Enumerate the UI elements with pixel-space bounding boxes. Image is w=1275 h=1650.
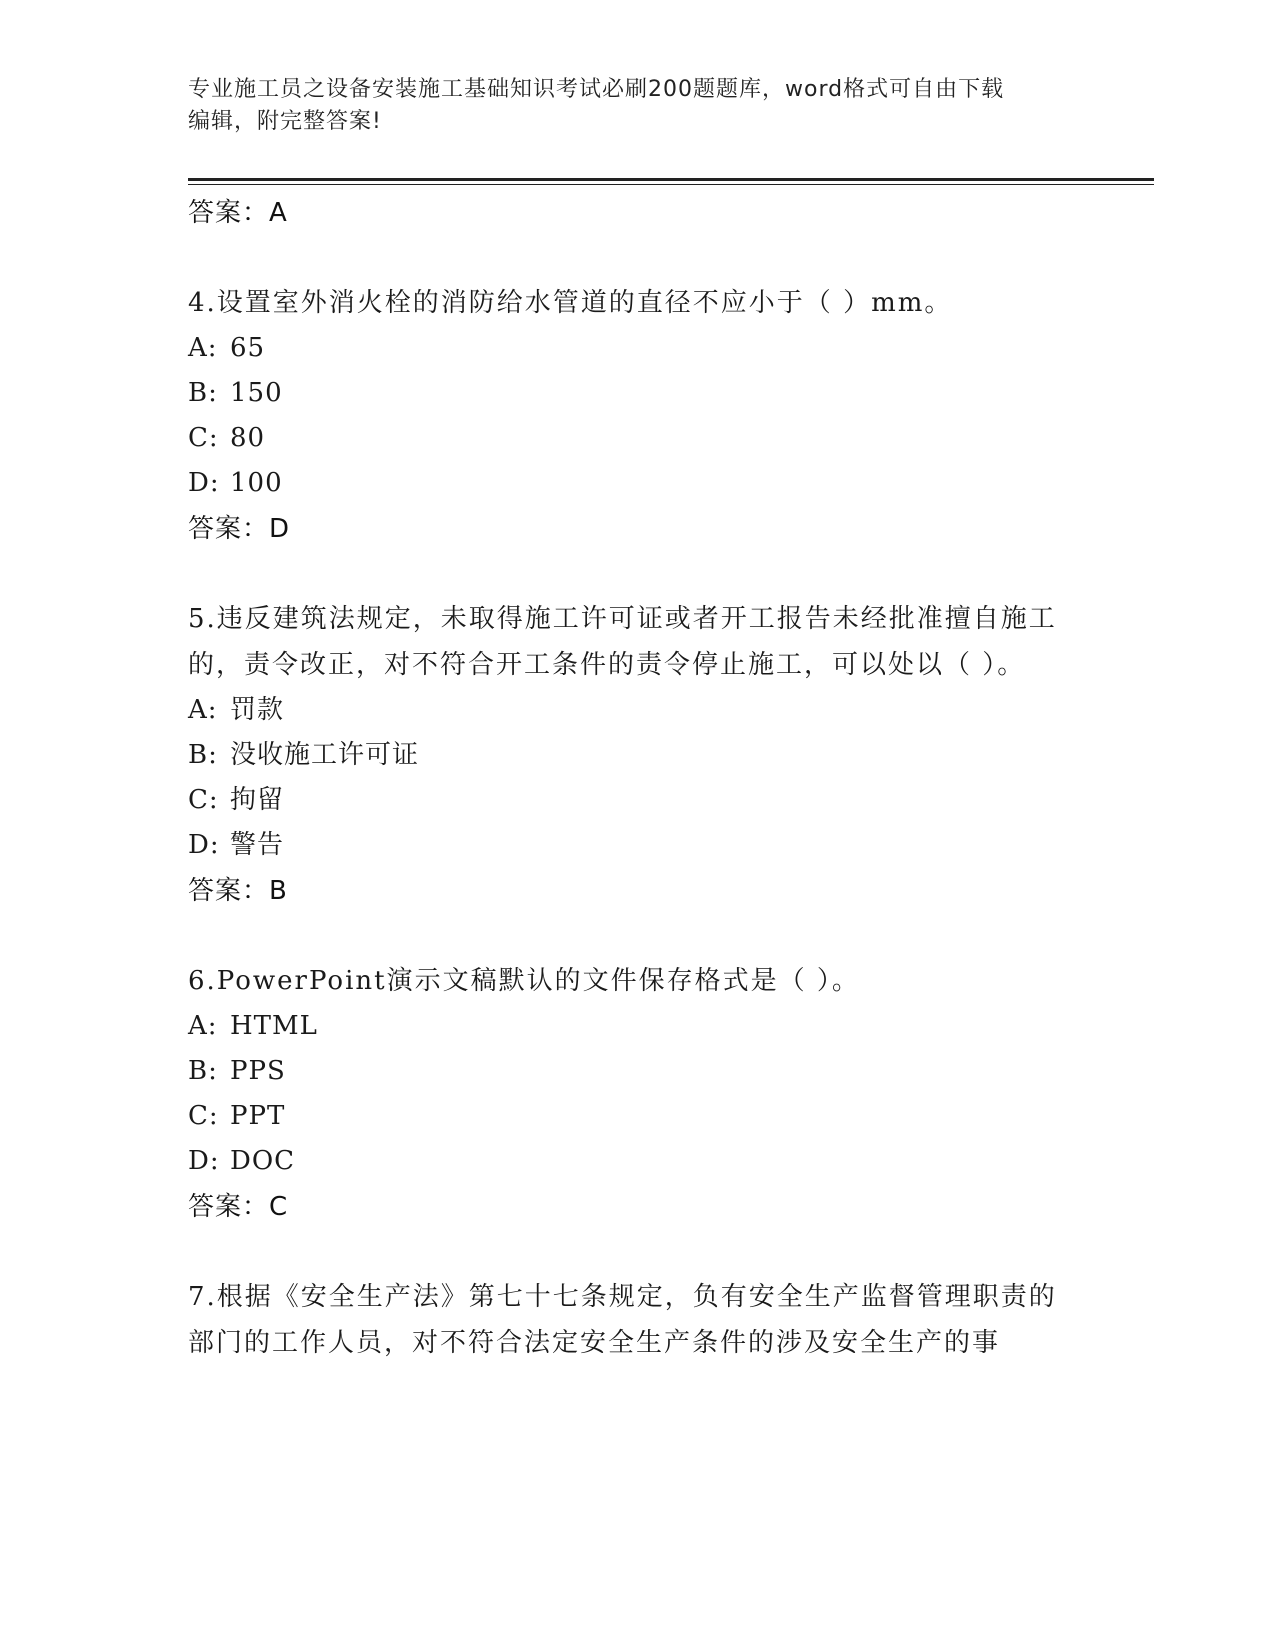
question-list xyxy=(188,190,1068,1366)
header-line-2: 编辑，附完整答案! xyxy=(188,109,382,134)
option-text: DOC xyxy=(230,1146,296,1176)
option-label: C: xyxy=(188,423,219,453)
answer-value: A xyxy=(269,198,288,228)
option-c xyxy=(188,1094,1068,1139)
option-text: PPT xyxy=(230,1101,286,1131)
option-text: 100 xyxy=(230,468,283,498)
answer-line xyxy=(188,506,1068,552)
option-label: D: xyxy=(188,1146,220,1176)
question-text: 7.根据《安全生产法》第七十七条规定，负有安全生产监督管理职责的部门的工作人员，对不符合法定安全生产条件的涉及安全生产的事 xyxy=(188,1282,1057,1358)
answer-prefix: 答案： xyxy=(188,1192,270,1222)
option-text: 150 xyxy=(230,378,283,408)
header-line-1: 专业施工员之设备安装施工基础知识考试必刷200题题库，word格式可自由下载 xyxy=(188,77,1005,102)
option-text: 80 xyxy=(230,423,266,453)
answer-value: B xyxy=(269,876,288,906)
option-text: 警告 xyxy=(230,830,285,860)
option-label: D: xyxy=(188,830,220,860)
option-text: PPS xyxy=(230,1056,286,1086)
answer-value: D xyxy=(269,514,291,544)
document-header xyxy=(188,74,1068,138)
option-label: D: xyxy=(188,468,220,498)
answer-prefix: 答案： xyxy=(188,198,270,228)
option-d xyxy=(188,1139,1068,1184)
option-label: A: xyxy=(188,695,218,725)
option-text: HTML xyxy=(230,1011,318,1041)
answer-line xyxy=(188,868,1068,914)
option-label: B: xyxy=(188,1056,218,1086)
option-b xyxy=(188,1049,1068,1094)
option-text: 65 xyxy=(230,333,266,363)
question-text: 6.PowerPoint演示文稿默认的文件保存格式是（ ）。 xyxy=(188,966,860,996)
question-text: 5.违反建筑法规定，未取得施工许可证或者开工报告未经批准擅自施工的，责令改正，对不符合开工条件的责令停止施工，可以处以（ ）。 xyxy=(188,604,1057,680)
header-divider-thick xyxy=(188,178,1154,181)
answer-line xyxy=(188,1184,1068,1230)
option-c xyxy=(188,416,1068,461)
option-a xyxy=(188,688,1068,733)
option-a xyxy=(188,1004,1068,1049)
option-label: C: xyxy=(188,1101,219,1131)
option-c xyxy=(188,778,1068,823)
option-label: A: xyxy=(188,333,218,363)
option-label: A: xyxy=(188,1011,218,1041)
answer-value: C xyxy=(269,1192,289,1222)
option-label: B: xyxy=(188,740,218,770)
option-a xyxy=(188,326,1068,371)
answer-prefix: 答案： xyxy=(188,514,270,544)
answer-line xyxy=(188,190,1068,236)
option-d xyxy=(188,461,1068,506)
option-text: 拘留 xyxy=(230,785,285,815)
question-text: 4.设置室外消火栓的消防给水管道的直径不应小于（ ）mm。 xyxy=(188,288,953,318)
option-b xyxy=(188,371,1068,416)
option-b xyxy=(188,733,1068,778)
option-label: B: xyxy=(188,378,218,408)
answer-prefix: 答案： xyxy=(188,876,270,906)
option-label: C: xyxy=(188,785,219,815)
option-text: 没收施工许可证 xyxy=(230,740,420,770)
option-d xyxy=(188,823,1068,868)
header-divider-thin xyxy=(188,184,1154,185)
option-text: 罚款 xyxy=(230,695,285,725)
